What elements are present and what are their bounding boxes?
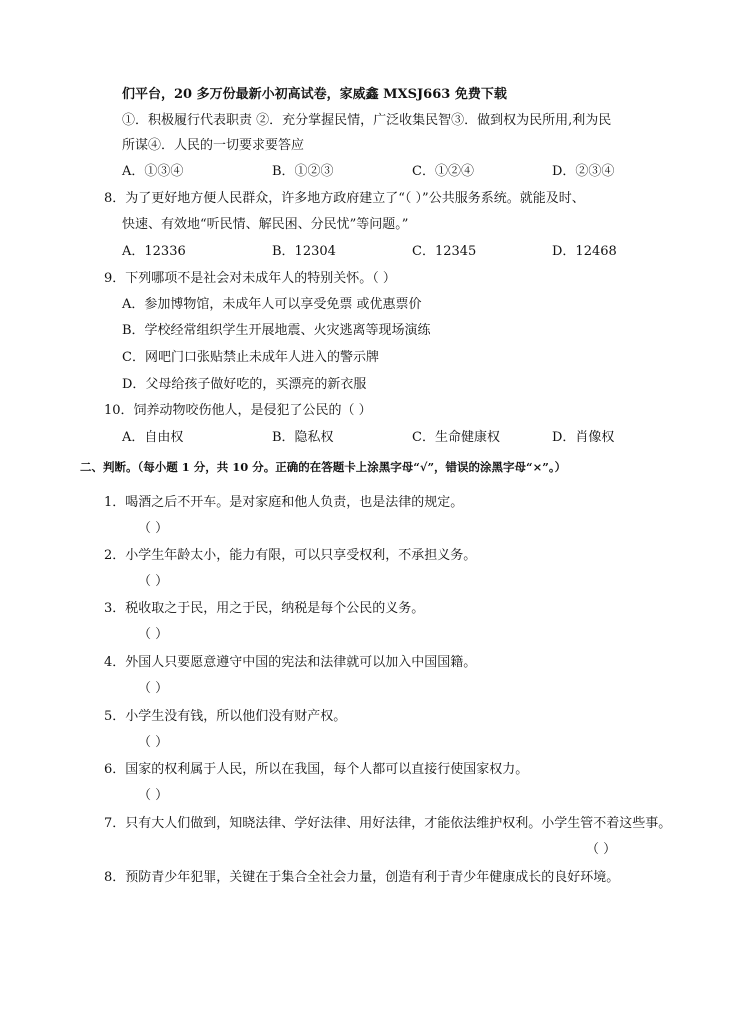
q9-option-d: D．父母给孩子做好吃的，买漂亮的新衣服: [122, 377, 367, 392]
q8-option-d: D．12468: [552, 244, 617, 259]
q8-option-c: C．12345: [412, 244, 477, 259]
tf-item-5: 5．小学生没有钱，所以他们没有财产权。: [104, 709, 347, 724]
q9-stem: 9．下列哪项不是社会对未成年人的特别关怀。（ ）: [104, 271, 396, 286]
q10-option-a: A．自由权: [122, 430, 184, 445]
tf-item-2-blank: （ ）: [138, 574, 169, 589]
intro-line-3: 所谋④．人民的一切要求要答应: [122, 138, 305, 153]
q8-stem-line-2: 快速、有效地“听民情、解民困、分民忧”等问题。”: [122, 217, 409, 232]
q9-option-c: C．网吧门口张贴禁止未成年人进入的警示牌: [122, 350, 379, 365]
tf-item-1-blank: （ ）: [138, 521, 169, 536]
intro-option-c: C．①②④: [412, 164, 474, 179]
tf-item-3: 3．税收取之于民，用之于民，纳税是每个公民的义务。: [104, 601, 425, 616]
intro-option-b: B．①②③: [272, 164, 334, 179]
q10-stem: 10．饲养动物咬伤他人，是侵犯了公民的（ ）: [104, 403, 372, 418]
intro-line-2: ①．积极履行代表职责 ②．充分掌握民情，广泛收集民智③．做到权为民所用,利为民: [122, 113, 612, 128]
tf-item-7-blank: （ ）: [586, 842, 617, 857]
q10-option-c: C．生命健康权: [412, 430, 500, 445]
tf-item-6-blank: （ ）: [138, 788, 169, 803]
tf-item-8: 8．预防青少年犯罪，关键在于集合全社会力量，创造有利于青少年健康成长的良好环境。: [104, 870, 620, 885]
tf-item-1: 1．喝酒之后不开车。是对家庭和他人负责，也是法律的规定。: [104, 495, 464, 510]
tf-item-2: 2．小学生年龄太小，能力有限，可以只享受权利，不承担义务。: [104, 548, 477, 563]
q9-option-a: A．参加博物馆，未成年人可以享受免票 或优惠票价: [122, 297, 422, 312]
tf-item-3-blank: （ ）: [138, 627, 169, 642]
q9-option-b: B．学校经常组织学生开展地震、火灾逃离等现场演练: [122, 323, 431, 338]
tf-item-5-blank: （ ）: [138, 735, 169, 750]
intro-line-1: 们平台，20 多万份最新小初高试卷，家威鑫 MXSJ663 免费下载: [122, 87, 507, 102]
tf-item-4-blank: （ ）: [138, 681, 169, 696]
q8-option-a: A．12336: [122, 244, 186, 259]
q10-option-d: D．肖像权: [552, 430, 615, 445]
intro-option-d: D．②③④: [552, 164, 615, 179]
tf-item-6: 6．国家的权利属于人民，所以在我国，每个人都可以直接行使国家权力。: [104, 762, 529, 777]
tf-item-4: 4．外国人只要愿意遵守中国的宪法和法律就可以加入中国国籍。: [104, 655, 477, 670]
q8-stem-line-1: 8．为了更好地方便人民群众，许多地方政府建立了“（ ）”公共服务系统。就能及时、: [104, 191, 585, 206]
tf-item-7: 7．只有大人们做到，知晓法律、学好法律、用好法律，才能依法维护权利。小学生管不着这些事。: [104, 816, 672, 831]
intro-option-a: A．①③④: [122, 164, 184, 179]
q10-option-b: B．隐私权: [272, 430, 334, 445]
section-2-heading: 二、判断。（每小题 1 分，共 10 分。正确的在答题卡上涂黑字母“√”，错误的涂黑字母“×”。）: [80, 460, 567, 474]
q8-option-b: B．12304: [272, 244, 336, 259]
